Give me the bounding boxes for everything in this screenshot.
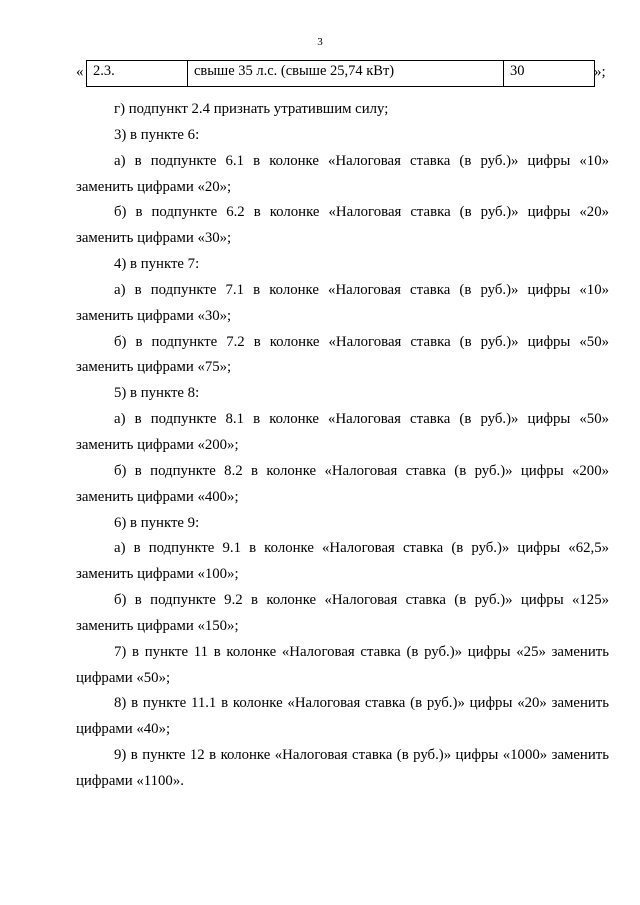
paragraph: 8) в пункте 11.1 в колонке «Налоговая ставка (в руб.)» цифры «20» заменить цифрами «40»; [76, 695, 609, 738]
page-number: 3 [317, 36, 323, 48]
table-cell-value: 30 [504, 61, 595, 87]
paragraph: а) в подпункте 6.1 в колонке «Налоговая ставка (в руб.)» цифры «10» заменить цифрами «20»; [76, 152, 609, 195]
paragraph: 5) в пункте 8: [114, 385, 200, 402]
paragraph: 4) в пункте 7: [114, 256, 200, 273]
paragraph: г) подпункт 2.4 признать утратившим силу; [114, 101, 389, 117]
paragraph: б) в подпункте 7.2 в колонке «Налоговая ставка (в руб.)» цифры «50» заменить цифрами «75»; [76, 333, 609, 376]
paragraph: 3) в пункте 6: [114, 126, 200, 143]
paragraph: б) в подпункте 8.2 в колонке «Налоговая ставка (в руб.)» цифры «200» заменить цифрами «400»; [76, 462, 609, 505]
paragraph: а) в подпункте 9.1 в колонке «Налоговая ставка (в руб.)» цифры «62,5» заменить цифрами «100»; [76, 540, 609, 583]
table-cell-description: свыше 35 л.с. (свыше 25,74 кВт) [188, 61, 504, 87]
table-open-quote: « [76, 64, 84, 80]
paragraph: 7) в пункте 11 в колонке «Налоговая ставка (в руб.)» цифры «25» заменить цифрами «50»; [76, 643, 609, 686]
paragraph: 6) в пункте 9: [114, 514, 200, 531]
table-row [87, 61, 595, 87]
table-cell-number: 2.3. [87, 61, 188, 87]
paragraph: б) в подпункте 6.2 в колонке «Налоговая ставка (в руб.)» цифры «20» заменить цифрами «30»; [76, 204, 609, 247]
rate-table [86, 60, 595, 87]
paragraph: а) в подпункте 8.1 в колонке «Налоговая ставка (в руб.)» цифры «50» заменить цифрами «200»; [76, 411, 609, 453]
paragraph: 9) в пункте 12 в колонке «Налоговая ставка (в руб.)» цифры «1000» заменить цифрами «1100». [76, 747, 609, 789]
table-close-quote: »; [594, 64, 606, 80]
paragraph: а) в подпункте 7.1 в колонке «Налоговая ставка (в руб.)» цифры «10» заменить цифрами «30»; [76, 281, 609, 324]
amendment-text [76, 97, 609, 795]
paragraph: б) в подпункте 9.2 в колонке «Налоговая ставка (в руб.)» цифры «125» заменить цифрами «150»; [76, 592, 609, 634]
